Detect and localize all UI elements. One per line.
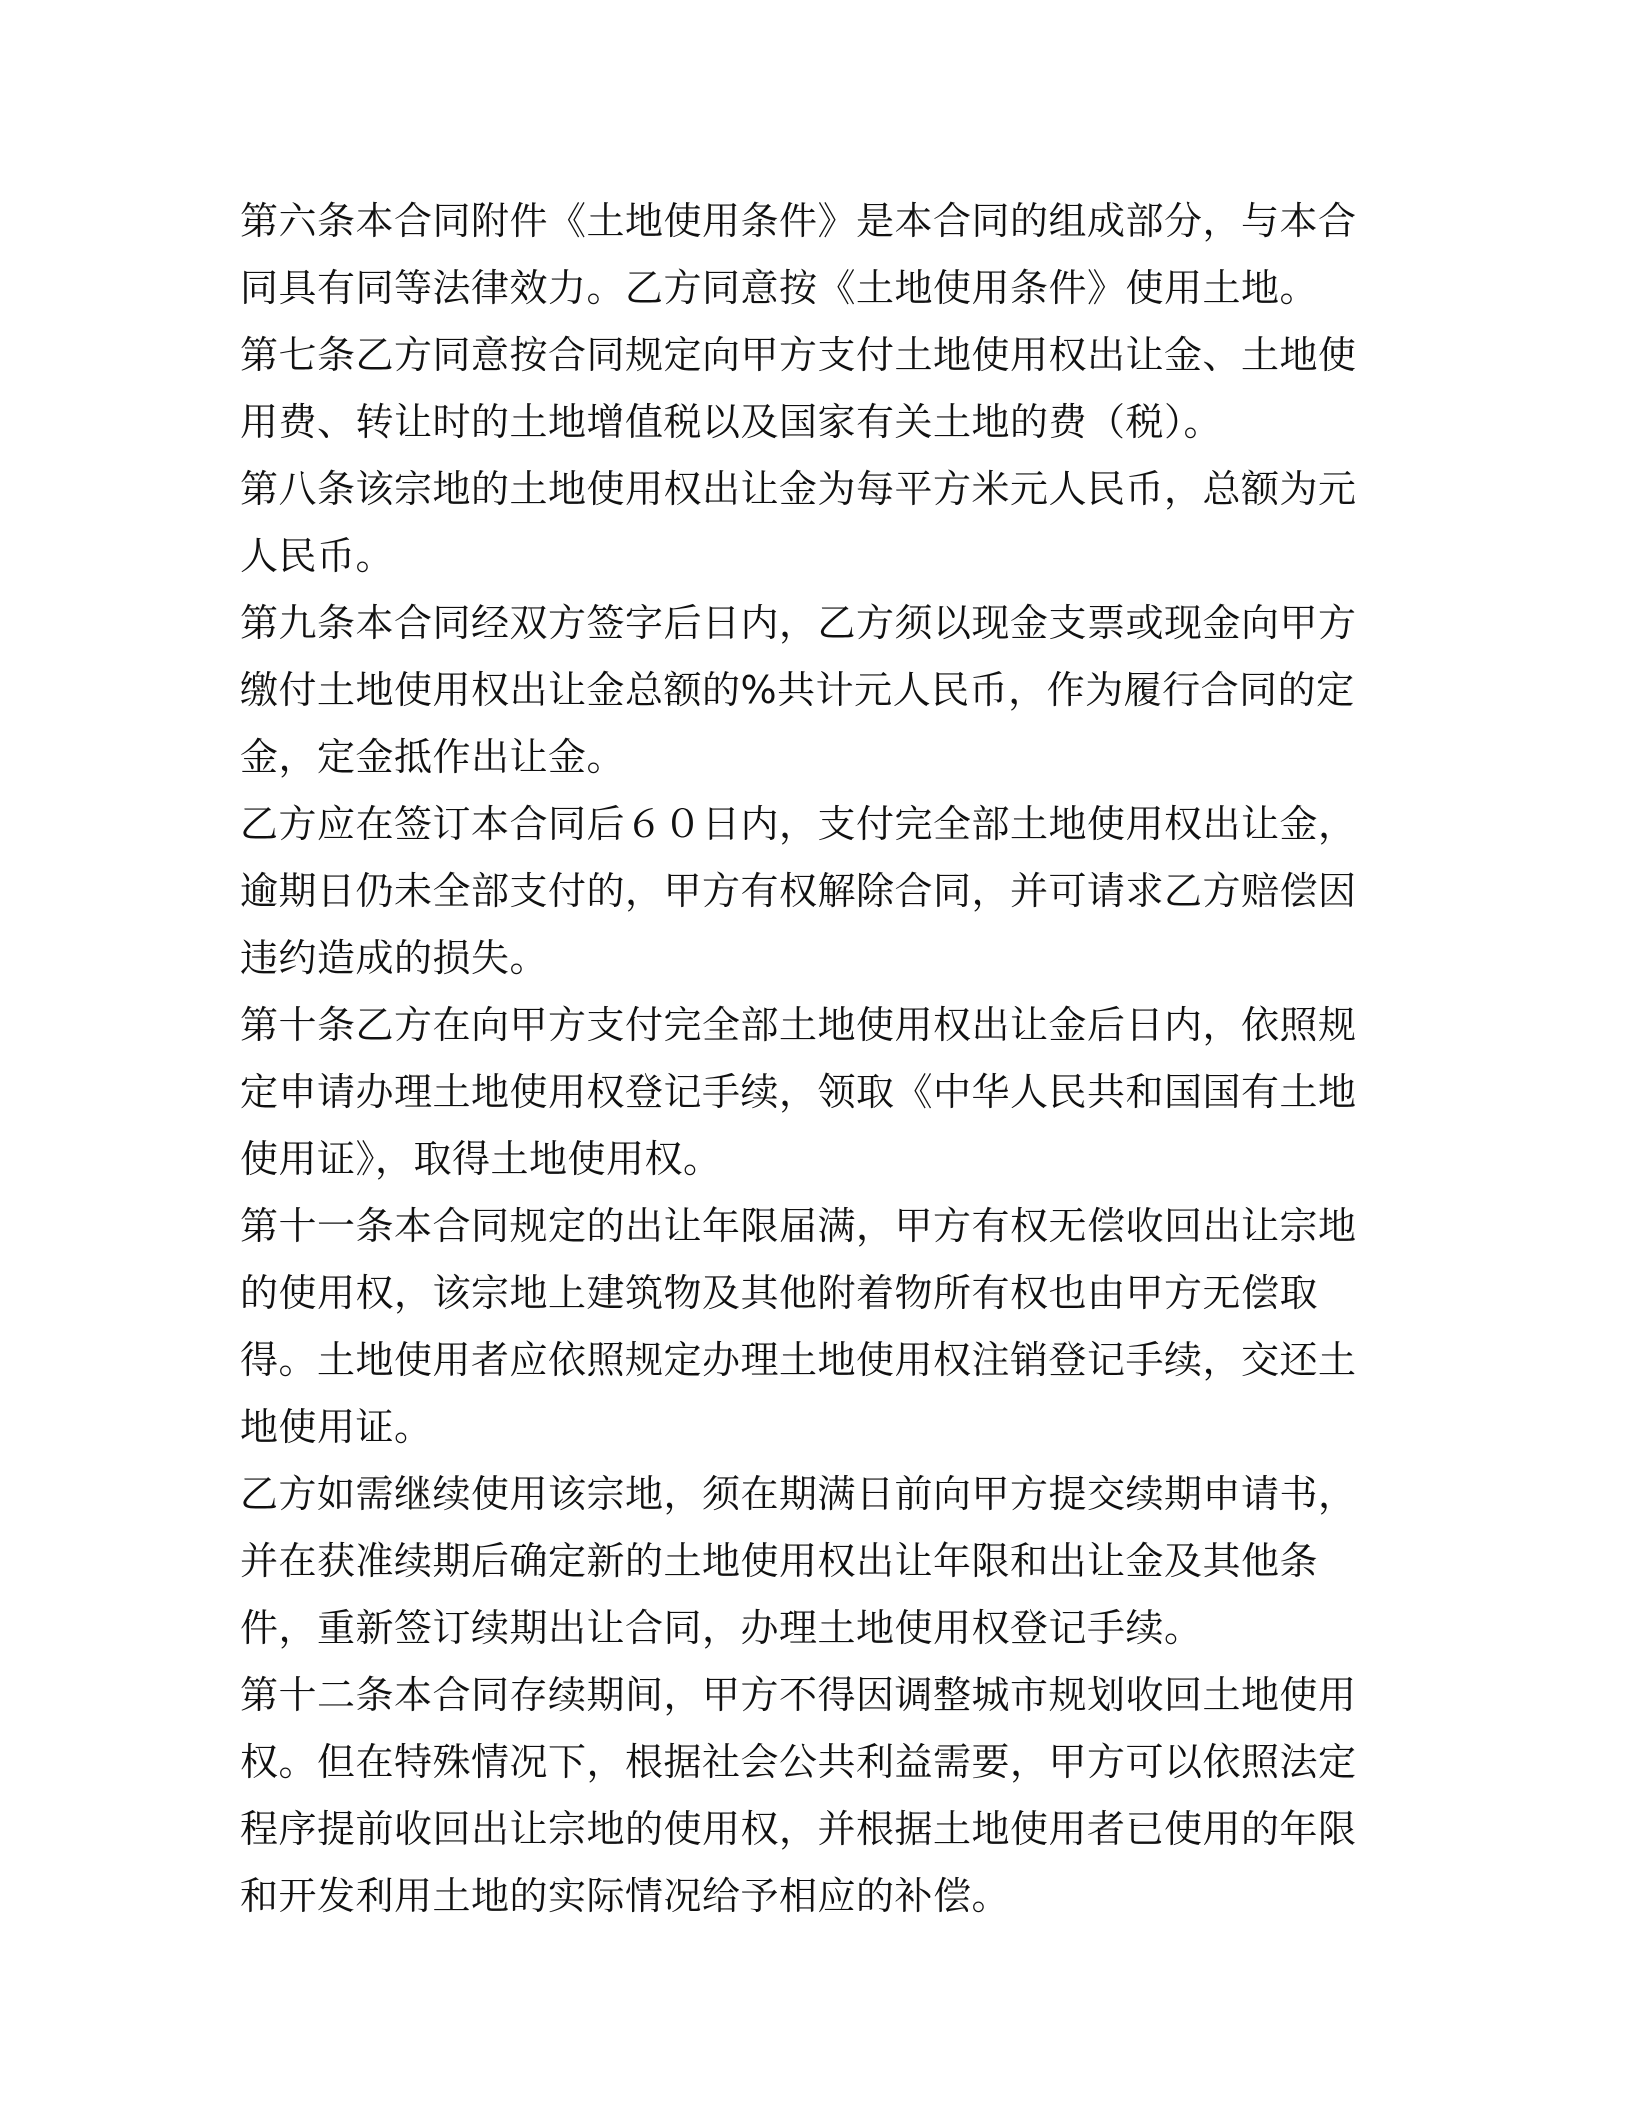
paragraph-article-7: 第七条乙方同意按合同规定向甲方支付土地使用权出让金、土地使用费、转让时的土地增值税以及国家有关土地的费（税）。 (240, 333, 1357, 444)
document-body (240, 188, 1392, 1930)
paragraph-article-12: 第十二条本合同存续期间，甲方不得因调整城市规划收回土地使用权。但在特殊情况下，根据社会公共利益需要，甲方可以依照法定程序提前收回出让宗地的使用权，并根据土地使用者已使用的年限和开发利用土地的实际情况给予相应的补偿。 (240, 1673, 1357, 1918)
paragraph-article-11-continued: 乙方如需继续使用该宗地，须在期满日前向甲方提交续期申请书，并在获准续期后确定新的土地使用权出让年限和出让金及其他条件，重新签订续期出让合同，办理土地使用权登记手续。 (240, 1472, 1357, 1650)
paragraph-article-6: 第六条本合同附件《土地使用条件》是本合同的组成部分，与本合同具有同等法律效力。乙方同意按《土地使用条件》使用土地。 (240, 199, 1357, 310)
paragraph-article-11: 第十一条本合同规定的出让年限届满，甲方有权无偿收回出让宗地的使用权，该宗地上建筑物及其他附着物所有权也由甲方无偿取得。土地使用者应依照规定办理土地使用权注销登记手续，交还土地使用证。 (240, 1204, 1357, 1449)
paragraph-article-10: 第十条乙方在向甲方支付完全部土地使用权出让金后日内，依照规定申请办理土地使用权登记手续，领取《中华人民共和国国有土地使用证》，取得土地使用权。 (240, 1003, 1357, 1181)
paragraph-article-8: 第八条该宗地的土地使用权出让金为每平方米元人民币，总额为元人民币。 (240, 467, 1357, 578)
paragraph-article-9-continued: 乙方应在签订本合同后６０日内，支付完全部土地使用权出让金，逾期日仍未全部支付的，甲方有权解除合同，并可请求乙方赔偿因违约造成的损失。 (240, 802, 1357, 980)
paragraph-article-9: 第九条本合同经双方签字后日内，乙方须以现金支票或现金向甲方缴付土地使用权出让金总额的%共计元人民币，作为履行合同的定金，定金抵作出让金。 (240, 601, 1357, 779)
